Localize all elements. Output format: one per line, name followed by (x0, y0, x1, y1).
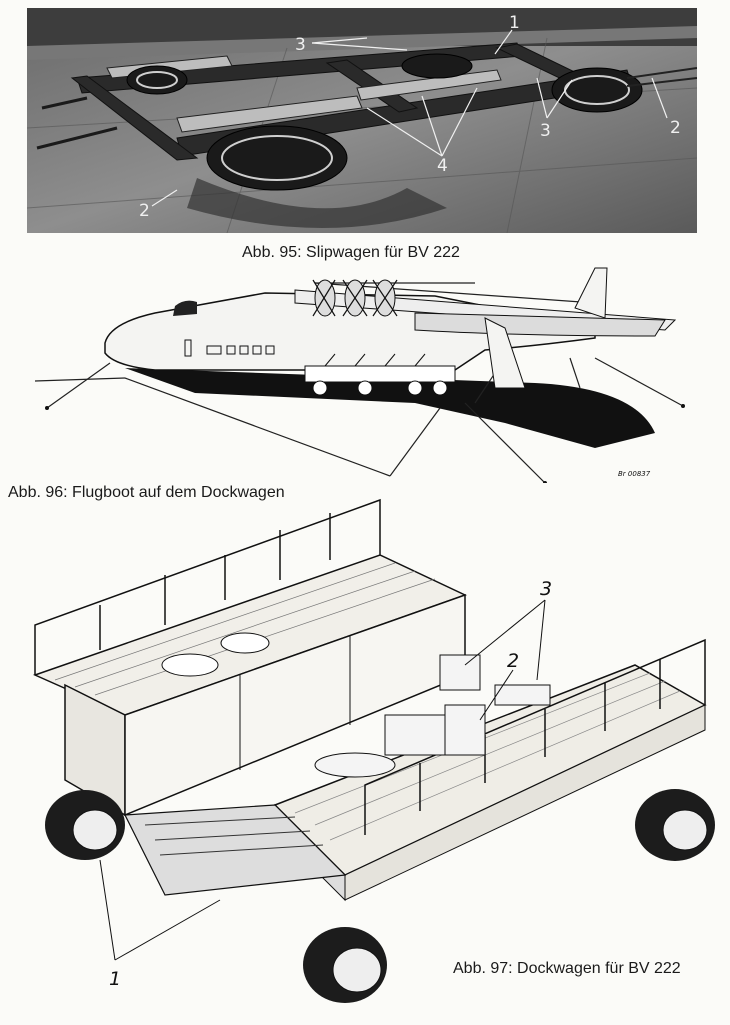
drawing-flying-boat (35, 258, 695, 483)
caption-fig95: Abb. 95: Slipwagen für BV 222 (242, 244, 460, 261)
label-fig97-2: 2 (507, 650, 520, 672)
label-fig95-4: 4 (437, 156, 448, 176)
label-fig95-3a: 3 (295, 35, 306, 55)
caption-fig96: Abb. 96: Flugboot auf dem Dockwagen (8, 484, 285, 501)
drawing-ref-number: Br 00837 (618, 470, 651, 478)
label-fig95-1: 1 (509, 13, 520, 33)
caption-fig97: Abb. 97: Dockwagen für BV 222 (453, 960, 681, 977)
label-fig97-1: 1 (109, 968, 122, 990)
photo-slipwagen (27, 8, 697, 233)
label-fig97-3: 3 (540, 578, 553, 600)
label-fig95-3b: 3 (540, 121, 551, 141)
drawing-dockwagen (25, 495, 725, 1020)
label-fig95-2b: 2 (670, 118, 681, 138)
label-fig95-2a: 2 (139, 201, 150, 221)
